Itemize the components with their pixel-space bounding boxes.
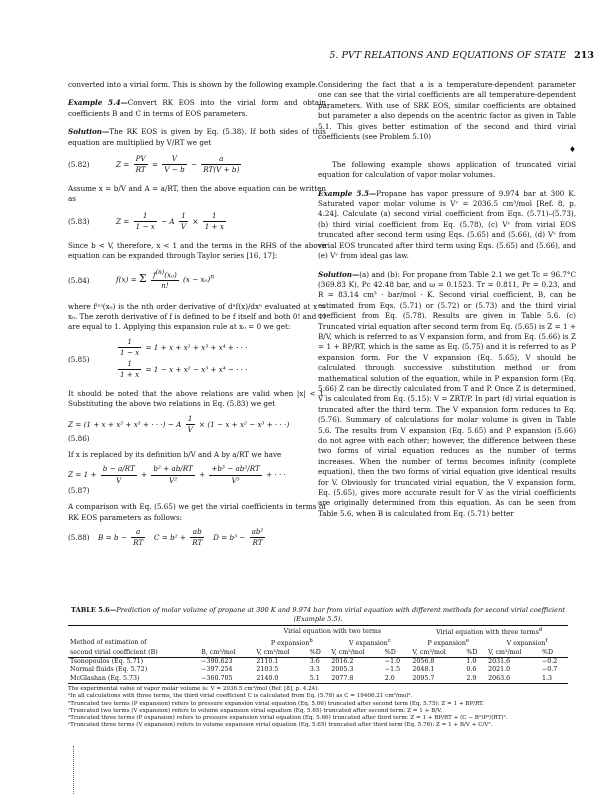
column-header: P expansion$^b$	[270, 638, 313, 648]
column-header: V, cm³/mol	[486, 649, 540, 658]
data-table	[68, 625, 568, 684]
solution-text: The RK EOS is given by Eq. (5.38). If both sides of this equation are multiplied by V/RT we get	[68, 127, 326, 147]
table-note: ᵈTruncated three terms (P expansion) refers to pressure expansion virial equation (Eq. 5.66) truncated after third term: Z = 1 + BP/RT + (C − B²)P²/(RT)².	[68, 715, 508, 722]
column-header: V expansion$^c$	[349, 638, 391, 648]
solution-text: (a) and (b): For propane from Table 2.1 we get Tc = 96.7°C (369.83 K), Pc 42.48 bar, and ω = 0.1523. Tr = 0.811, Pr = 0.23, and R = 83.14 cm³ · bar/mol · K. Second virial coefficient, B, can be estimated from Eqs. (5.71) or (5.72) or (5.73) and the third virial coefficient from Eq. (5.78). Results are given in Table 5.6. (c) Truncated virial equation after second term from Eq. (5.65) is Z = 1 + B/V, which is referred to as V expansion form, and from Eq. (5.66) is Z = 1 + BP/RT, which is the same as Eq. (5.75) and it is referred to as P expansion form. For the V expansion (Eq. 5.65), V should be calculated through successive substitution method or from mathematical solution of the equation, while in P expansion form (Eq. 5.66) Z can be directly calculated from T and P. Once Z is determined, V is calculated from Eq. (5.15): V = ZRT/P. In part (d) virial equation is truncated after the third term. The V expansion form reduces to Eq. (5.76). Summary of calculations for molar volume is given in Table 5.6. The results from V expansion (Eq. 5.65) and P expansion (5.66) do not agree with each other; however, the difference between these two forms of virial equation reduces as the number of terms increases. When the number of terms becomes infinity (complete equation), then the two forms of virial equation give identical results for V. Obviously for truncated virial equation, the V expansion form, Eq. (5.65), gives more accurate result for V as the virial coefficients are originally determined from this equation. As can be seen from Table 5.6, when B is calculated from Eq. (5.71) better	[318, 269, 576, 518]
column-header: V, cm³/mol	[254, 649, 307, 658]
column-header: second virial coefficient (B)	[68, 649, 199, 658]
example-5-5	[318, 189, 576, 262]
header-title: 5. PVT RELATIONS AND EQUATIONS OF STATE	[329, 50, 567, 61]
paragraph: converted into a virial form. This is shown by the following example.	[68, 80, 318, 89]
equation-number: (5.83)	[68, 216, 90, 226]
column-header: V, cm³/mol	[410, 649, 464, 658]
table-notes	[68, 686, 568, 730]
column-header: B, cm³/mol	[199, 649, 254, 658]
table-caption	[68, 606, 568, 623]
equation-number: (5.88)	[68, 532, 90, 542]
table-caption-text: Prediction of molar volume of propane at 300 K and 9.974 bar from virial equation with different methods for second virial coefficient (Example 5.5).	[116, 606, 565, 623]
solution	[68, 127, 326, 148]
table-row: Normal fluids (Eq. 5.72) −397.254 2103.5 3.3 2005.3 −1.5 2048.1 0.6 2021.0 −0.7	[70, 666, 558, 674]
table-note: ᵉTruncated three terms (V expansion) refers to volume expansion virial equation (Eq. 5.65) truncated after third term (Eq. 5.76): Z = 1 + B/V + C/V².	[68, 722, 493, 729]
table-5-6	[68, 606, 568, 730]
table-note: ᵇTruncated two terms (P expansion) refers to pressure expansion virial equation (Eq. 5.66) truncated after second term (Eq. 5.75): Z = 1 + BP/RT.	[68, 700, 484, 707]
equation-5-84: (5.84) f(x) = Σ $\frac{f^{(n)}(x_0)}{n!}$ $(x - x_0)^n$	[68, 268, 215, 291]
equation-5-86: Z = (1 + x + x² + x³ + · · ·) − A $\frac{1}{V}$ × (1 − x + x² − x³ + · · ·) (5.86)	[68, 413, 290, 443]
equation-number: (5.84)	[68, 275, 90, 285]
group-header: Virial equation with two terms	[254, 626, 410, 638]
table-row: Tsonopoulos (Eq. 5.71) −390.623 2110.1 3.6 2016.2 −1.0 2056.8 1.0 2031.6 −0.2	[70, 658, 558, 666]
equation-5-87: Z = 1 + $\frac{b - a/RT}{V}$ + $\frac{\text{b² + ab/RT}}{\text{V²}}$ + $\frac{\text{+b³ − ab²/RT}}{\text{V³}}$ + · · · (5.87)	[68, 464, 286, 496]
column-header: %D	[540, 649, 568, 658]
equation-5-85: (5.85) $\frac{1}{1 - x}$ = 1 + x + x² + x³ + x⁴ + · · · $\frac{1}{1 + x}$ = 1 − x + x² − x³ + x⁴ − · · ·	[68, 336, 248, 380]
paragraph: The following example shows application of truncated virial equation for calculation of vapor molar volumes.	[318, 159, 576, 180]
paragraph: If x is replaced by its definition b/V and A by a/RT we have	[68, 449, 282, 459]
example-label: Example 5.4—	[68, 98, 128, 108]
example-text: Convert RK EOS into the virial form and obtain coefficients B and C in terms of EOS parameters.	[68, 98, 326, 118]
equation-5-83: (5.83) Z = $\frac{1}{1 - x}$ − A $\frac{1}{V}$ × $\frac{1}{1 + x}$	[68, 210, 224, 232]
paragraph: Assume x = b/V and A = a/RT, then the above equation can be written as	[68, 184, 326, 204]
column-header: %D	[383, 649, 411, 658]
equation-number: (5.87)	[68, 486, 90, 496]
equation-number: (5.86)	[68, 433, 90, 443]
left-column	[68, 80, 326, 557]
equation-number: (5.82)	[68, 160, 90, 170]
end-of-example-icon: ♦	[568, 145, 576, 155]
table-note: ᶜTruncated two terms (V expansion) refers to volume expansion virial equation (Eq. 5.65) truncated after second term: Z = 1 + B/V.	[68, 707, 442, 714]
example-5-4	[68, 98, 326, 119]
solution	[318, 270, 576, 520]
paragraph: It should be noted that the above relations are valid when |x| < 1. Substituting the above two relations in Eq. (5.83) we get	[68, 388, 326, 409]
column-header: V, cm³/mol	[329, 649, 382, 658]
table-note: ᵃIn all calculations with three terms, the third virial coefficient C is calculated from Eq. (5.78) as C = 19406.21 cm⁶/mol².	[68, 693, 413, 700]
solution-label: Solution—	[68, 127, 110, 137]
column-header: Method of estimation of	[70, 638, 147, 646]
column-header: %D	[308, 649, 330, 658]
column-header: V expansion$^f$	[506, 638, 548, 648]
paragraph: Considering the fact that a is a temperature-dependent parameter one can see that the virial coefficients are all temperature-dependent parameters. With use of SRK EOS, similar coefficients are obtained but parameter a also depends on the acentric factor as given in Table 5.1. This gives better estimation of the second and third virial coefficients (see Problem 5.10)	[318, 80, 576, 142]
table-note: The experimental value of vapor molar volume is: V = 2036.5 cm³/mol (Ref. [8], p. 4.24).	[68, 685, 320, 692]
paragraph: A comparison with Eq. (5.65) we get the virial coefficients in terms of RK EOS parameters as follows:	[68, 502, 326, 522]
table-row: McGlashan (Eq. 5.73) −360.705 2140.0 5.1 2077.8 2.0 2095.7 2.9 2063.6 1.3	[68, 675, 568, 684]
paragraph: Since b < V, therefore, x < 1 and the terms in the RHS of the above equation can be expanded through Taylor series [16, 17]:	[68, 240, 326, 261]
example-text: Propane has vapor pressure of 9.974 bar at 300 K. Saturated vapor molar volume is Vᵛ = 2036.5 cm³/mol [Ref. 8, p. 4.24]. Calculate (a) second virial coefficient from Eqs. (5.71)–(5.73), (b) third virial coefficient from Eq. (5.78), (c) Vᵛ from virial EOS truncated after second term using Eqs. (5.65) and (5.66), (d) Vᵛ from virial EOS truncated after third term using Eqs. (5.65) and (5.66), and (e) Vᵛ from ideal gas law.	[318, 188, 576, 261]
page-number: 213	[574, 50, 594, 61]
paragraph: where f⁽ⁿ⁾(x₀) is the nth order derivative of dⁿf(x)/dxⁿ evaluated at x = x₀. The zeroth derivative of f is defined to be f itself and both 0! and 1! are equal to 1. Applying this expansion rule at x₀ = 0 we get:	[68, 301, 326, 332]
equation-number: (5.85)	[68, 354, 90, 364]
example-label: Example 5.5—	[318, 188, 377, 198]
column-header: P expansion$^e$	[427, 638, 470, 648]
column-header: %D	[464, 649, 486, 658]
table-caption-label: TABLE 5.6—	[71, 606, 117, 614]
right-column	[318, 80, 576, 522]
margin-mark	[73, 746, 75, 794]
running-header	[0, 50, 594, 61]
group-header: Virial equation with three terms$^d$	[410, 626, 568, 638]
solution-label: Solution—	[318, 269, 360, 279]
equation-5-88: (5.88) B = b − $\frac{a}{RT}$ C = b² + $\frac{ab}{RT}$ D = b³ − $\frac{\text{ab²}}{RT}$	[68, 526, 264, 548]
equation-5-82: (5.82) Z = $\frac{PV}{RT}$ = $\frac{V}{V - b}$ − $\frac{a}{RT(V + b)}$	[68, 154, 240, 175]
